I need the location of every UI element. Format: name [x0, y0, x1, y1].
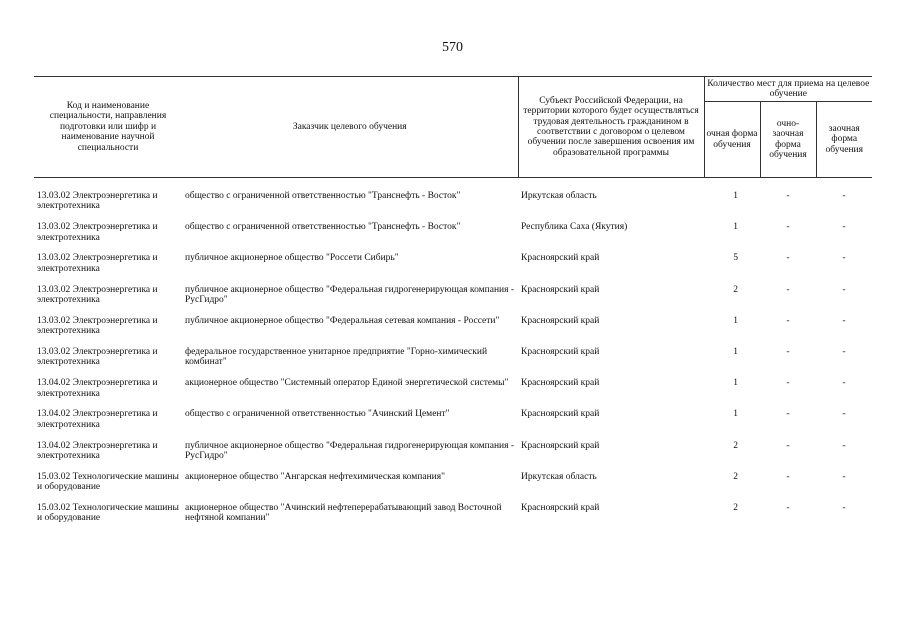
- cell-code: 13.04.02 Электроэнергетика и электротехника: [37, 378, 158, 399]
- table-row: [34, 253, 872, 284]
- cell-customer: акционерное общество "Ангарская нефтехимическая компания": [185, 471, 445, 482]
- cell-subject: Красноярский край: [521, 315, 600, 326]
- cell-extramural: -: [842, 315, 846, 326]
- cell-part-time: -: [786, 346, 790, 357]
- table-body: [34, 178, 872, 535]
- cell-code: 13.03.02 Электроэнергетика и электротехника: [37, 191, 158, 212]
- cell-full-time: 1: [733, 315, 738, 326]
- cell-full-time: 1: [733, 409, 738, 420]
- cell-full-time: 5: [733, 253, 738, 264]
- table-row: [34, 285, 872, 316]
- table-row: [34, 409, 872, 440]
- cell-part-time: -: [786, 253, 790, 264]
- header-subject: Субъект Российской Федерации, на территории которого будет осуществляться трудовая деятельность гражданином в соответствии с договором о целевом обучении после завершения освоения им образовательной программы: [518, 77, 704, 178]
- cell-code: 13.03.02 Электроэнергетика и электротехника: [37, 253, 158, 274]
- cell-customer: общество с ограниченной ответственностью "Ачинский Цемент": [185, 409, 450, 420]
- cell-full-time: 1: [733, 191, 738, 201]
- table-row: [34, 378, 872, 409]
- cell-part-time: -: [786, 222, 790, 233]
- cell-part-time: -: [786, 315, 790, 326]
- cell-part-time: -: [786, 191, 790, 201]
- cell-subject: Красноярский край: [521, 440, 600, 451]
- cell-code: 13.04.02 Электроэнергетика и электротехника: [37, 409, 158, 430]
- cell-code: 13.03.02 Электроэнергетика и электротехника: [37, 346, 158, 368]
- cell-customer: общество с ограниченной ответственностью "Транснефть - Восток": [185, 191, 461, 201]
- cell-part-time: -: [786, 284, 790, 295]
- table-row: [34, 441, 872, 472]
- cell-code: 13.03.02 Электроэнергетика и электротехника: [37, 315, 158, 337]
- table-row: [34, 178, 872, 223]
- cell-part-time: -: [786, 440, 790, 451]
- table-row: [34, 316, 872, 347]
- cell-extramural: -: [842, 253, 846, 264]
- cell-full-time: 2: [733, 471, 738, 482]
- page-number: 570: [442, 40, 463, 55]
- table-row: [34, 222, 872, 253]
- cell-customer: федеральное государственное унитарное предприятие "Горно-химический комбинат": [185, 346, 488, 368]
- table-header: [34, 77, 872, 178]
- table-row: [34, 503, 872, 534]
- cell-extramural: -: [842, 502, 846, 513]
- cell-subject: Красноярский край: [521, 502, 600, 513]
- cell-subject: Иркутская область: [521, 191, 597, 201]
- table-row: [34, 472, 872, 503]
- cell-subject: Красноярский край: [521, 378, 600, 389]
- cell-full-time: 2: [733, 502, 738, 513]
- header-full-time: очная форма обучения: [704, 102, 760, 178]
- cell-customer: акционерное общество "Системный оператор Единой энергетической системы": [185, 378, 509, 389]
- cell-full-time: 1: [733, 346, 738, 357]
- cell-code: 13.03.02 Электроэнергетика и электротехника: [37, 222, 158, 243]
- cell-customer: акционерное общество "Ачинский нефтеперерабатывающий завод Восточной нефтяной компании": [185, 502, 502, 524]
- cell-full-time: 2: [733, 440, 738, 451]
- cell-full-time: 2: [733, 284, 738, 295]
- cell-code: 15.03.02 Технологические машины и оборудование: [37, 502, 179, 524]
- targeted-training-table: [34, 76, 872, 534]
- cell-extramural: -: [842, 222, 846, 233]
- cell-subject: Республика Саха (Якутия): [521, 222, 628, 233]
- cell-part-time: -: [786, 471, 790, 482]
- cell-part-time: -: [786, 502, 790, 513]
- cell-extramural: -: [842, 191, 846, 201]
- header-customer: Заказчик целевого обучения: [182, 77, 518, 178]
- cell-subject: Красноярский край: [521, 409, 600, 420]
- cell-extramural: -: [842, 440, 846, 451]
- header-code: Код и наименование специальности, направления подготовки или шифр и наименование научной специальности: [34, 77, 182, 178]
- cell-customer: публичное акционерное общество "Россети Сибирь": [185, 253, 399, 264]
- cell-subject: Красноярский край: [521, 284, 600, 295]
- cell-extramural: -: [842, 409, 846, 420]
- cell-code: 15.03.02 Технологические машины и оборудование: [37, 471, 179, 493]
- cell-code: 13.04.02 Электроэнергетика и электротехника: [37, 440, 158, 461]
- cell-part-time: -: [786, 409, 790, 420]
- cell-extramural: -: [842, 346, 846, 357]
- cell-customer: публичное акционерное общество "Федеральная гидрогенерирующая компания - РусГидро": [185, 440, 515, 461]
- cell-subject: Красноярский край: [521, 346, 600, 357]
- cell-subject: Красноярский край: [521, 253, 600, 264]
- cell-full-time: 1: [733, 378, 738, 389]
- header-part-time: очно-заочная форма обучения: [760, 102, 816, 178]
- cell-part-time: -: [786, 378, 790, 389]
- cell-extramural: -: [842, 378, 846, 389]
- table-row: [34, 347, 872, 378]
- cell-full-time: 1: [733, 222, 738, 233]
- cell-customer: публичное акционерное общество "Федеральная сетевая компания - Россети": [185, 315, 500, 326]
- header-extramural: заочная форма обучения: [816, 102, 872, 178]
- cell-customer: публичное акционерное общество "Федеральная гидрогенерирующая компания - РусГидро": [185, 284, 515, 305]
- cell-customer: общество с ограниченной ответственностью "Транснефть - Восток": [185, 222, 461, 233]
- cell-code: 13.03.02 Электроэнергетика и электротехника: [37, 284, 158, 305]
- cell-extramural: -: [842, 284, 846, 295]
- cell-extramural: -: [842, 471, 846, 482]
- header-places: Количество мест для приема на целевое обучение: [704, 77, 872, 102]
- cell-subject: Иркутская область: [521, 471, 597, 482]
